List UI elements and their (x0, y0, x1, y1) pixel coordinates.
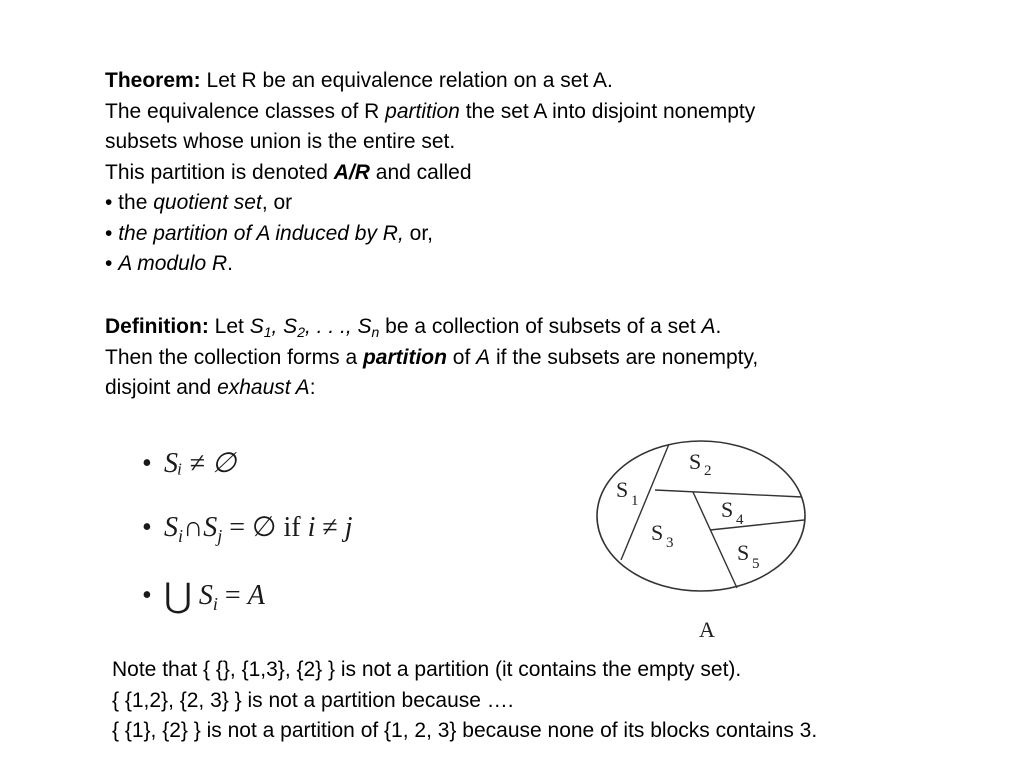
cond-j: j (344, 512, 353, 543)
definition-line-2 (105, 343, 758, 374)
bullet-3-marker: • (105, 252, 119, 275)
index-i: i (212, 594, 218, 614)
label-s3 (651, 520, 674, 551)
theorem-line-4 (105, 158, 755, 189)
svg-text:2: 2 (704, 463, 712, 479)
quotient-set-term: quotient set (153, 191, 262, 214)
index-i: i (178, 526, 184, 546)
subset-sn: $S_n$ (357, 315, 380, 340)
disjoint-rest: = ∅ if (222, 512, 308, 543)
note-line-2: { {1,2}, {2, 3} } is not a partition because …. (112, 688, 514, 712)
s-letter: S (164, 512, 178, 543)
theorem-line-3: subsets whose union is the entire set. (105, 130, 456, 153)
notes-paragraph (112, 655, 817, 747)
s-letter: S (203, 512, 218, 543)
bullet-1-text: • the (105, 191, 154, 214)
exhaust-term: exhaust A (217, 376, 310, 399)
divider-top (655, 490, 802, 497)
colon: : (309, 376, 316, 399)
set-a: A (701, 315, 716, 338)
label-s1 (616, 477, 639, 509)
theorem-paragraph (105, 66, 755, 280)
equals-symbol: = (217, 580, 248, 611)
quotient-notation: A/R (333, 160, 370, 184)
svg-text:S: S (689, 449, 702, 474)
subset-s2: $S_2$ (283, 315, 305, 340)
theorem-bullet-3 (105, 249, 755, 280)
definition-line-2-text: Then the collection forms a (105, 345, 363, 369)
induced-partition-term: the partition of A induced by R, (118, 221, 404, 245)
partition-diagram (592, 436, 810, 646)
svg-text:3: 3 (666, 535, 674, 551)
svg-text:S: S (737, 540, 750, 565)
definition-line-1-rest: be a collection of subsets of a set (379, 315, 702, 338)
label-s5 (737, 540, 760, 572)
theorem-line-4-text: This partition is denoted (105, 160, 334, 184)
s-letter: S (191, 580, 213, 611)
bullet-2-marker: • (105, 221, 119, 245)
svg-text:5: 5 (752, 556, 760, 572)
label-s2 (689, 449, 712, 479)
theorem-statement: Let R be an equivalence relation on a set A. (200, 69, 613, 92)
definition-let: Let (208, 315, 250, 338)
period: . (715, 315, 722, 338)
definition-line-3 (105, 373, 758, 404)
label-set-a: A (699, 617, 715, 642)
nonempty-formula: Sᵢ ≠ ∅ (164, 448, 237, 479)
condition-bullet: • (142, 580, 152, 611)
partition-diagram-svg (592, 436, 810, 646)
theorem-line-2-rest: the set A into disjoint nonempty (459, 99, 756, 123)
definition-line-3-text: disjoint and (105, 376, 218, 399)
partition-keyword: partition (362, 345, 447, 369)
definition-line-1 (105, 312, 758, 343)
svg-text:4: 4 (736, 512, 744, 528)
intersection-symbol: ∩ (183, 512, 204, 543)
theorem-line-2 (105, 97, 755, 128)
modulo-term: A modulo R (118, 252, 228, 275)
comma: , (271, 315, 284, 338)
theorem-bullet-2 (105, 219, 755, 250)
cond-i: i (307, 512, 316, 543)
theorem-bullet-1 (105, 188, 755, 219)
theorem-heading: Theorem: (105, 69, 201, 92)
set-a-ref: A (476, 345, 491, 369)
definition-of: of (446, 345, 477, 369)
theorem-line-4-rest: and called (369, 160, 472, 184)
svg-text:S: S (616, 477, 629, 502)
label-s4 (721, 497, 744, 528)
definition-paragraph (105, 312, 758, 404)
condition-exhaust (142, 576, 265, 616)
bullet-3-rest: . (227, 252, 233, 275)
svg-text:S: S (721, 497, 734, 522)
index-j: j (217, 526, 223, 546)
condition-nonempty (142, 446, 236, 480)
neq-symbol: ≠ (315, 512, 345, 543)
theorem-line-1 (105, 66, 755, 97)
theorem-line-2-text: The equivalence classes of R (105, 99, 386, 123)
union-symbol: ⋃ (164, 578, 192, 615)
note-line-3: { {1}, {2} } is not a partition of {1, 2, 3} because none of its blocks contains 3. (112, 719, 818, 742)
note-line-1: Note that { {}, {1,3}, {2} } is not a partition (it contains the empty set). (112, 658, 742, 681)
condition-bullet: • (142, 448, 152, 479)
definition-line-2-rest: if the subsets are nonempty, (490, 345, 759, 369)
svg-text:1: 1 (631, 493, 639, 509)
condition-disjoint (142, 510, 353, 544)
condition-bullet: • (142, 512, 152, 543)
ellipsis: , . . ., (304, 315, 358, 338)
definition-heading: Definition: (105, 315, 209, 338)
bullet-2-rest: or, (403, 221, 433, 245)
svg-text:S: S (651, 520, 664, 545)
subset-s1: $S_1$ (249, 315, 272, 340)
partition-term: partition (385, 99, 460, 123)
bullet-1-rest: , or (261, 191, 293, 214)
set-a-symbol: A (247, 580, 265, 611)
